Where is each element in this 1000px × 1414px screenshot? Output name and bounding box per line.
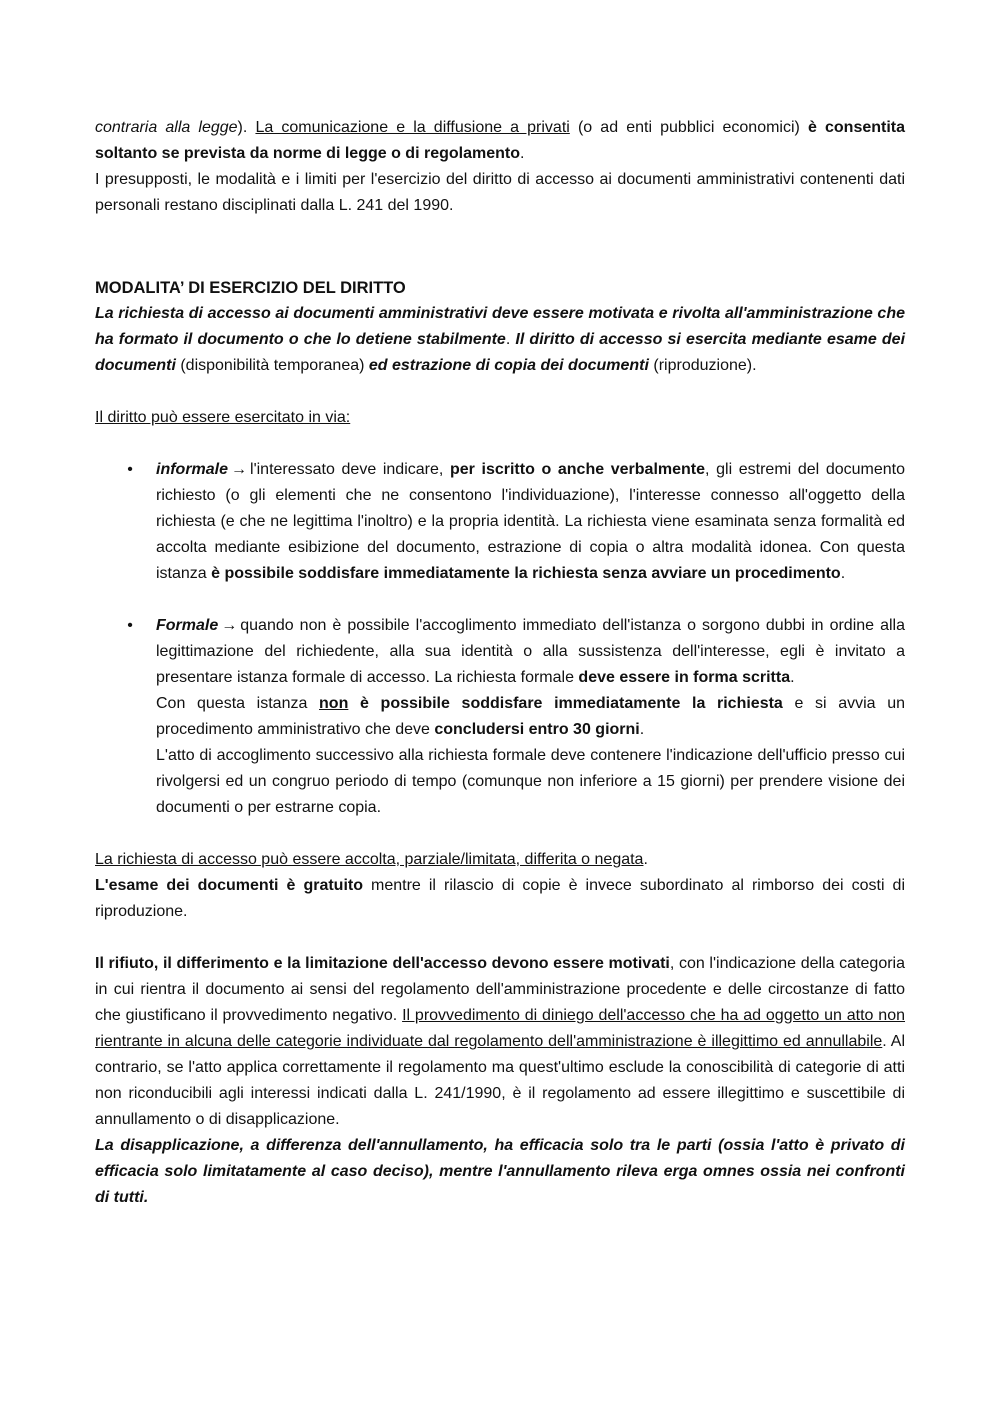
text-bold: è possibile soddisfare immediatamente la richiesta [348,695,783,712]
arrow-right-icon: → [221,617,238,634]
text-segment: . Al contrario, se l'atto applica correttamente il regolamento ma quest'ultimo esclude la conoscibilità di categorie di atti non riconducibili agli interessi indicati dalla L. 241/1990, è il regolamento ad essere illegittimo e suscettibile di annullamento o di disapplicazione. [95,1033,906,1128]
label-informale: informale [156,461,229,478]
text-segment: Con questa istanza [156,695,320,712]
text-segment: (riproduzione). [648,357,757,374]
document-page [95,115,905,1211]
text-rifiuto-bold: Il rifiuto, il differimento e la limitazione dell'accesso devono essere motivati [95,955,670,972]
text-segment: , gli estremi del documento richiesto (o gli elementi che ne consentono l'individuazione), l'interesse connesso all'oggetto della richiesta (e che ne legittima l'inoltro) e la propria identità. La richiesta viene esaminata senza formalità ed accolta mediante esibizione del documento, estrazione di copia o altra modalità idonea. Con questa istanza [156,461,905,582]
text-segment: e si avvia un procedimento amministrativo che deve [156,695,906,738]
text-segment: (disponibilità temporanea) [175,357,369,374]
text-segment: , con l'indicazione della categoria in cui rientra il documento ai sensi del regolamento dell'amministrazione procedente e delle circostanze di fatto che giustificano il provvedimento negativo. [95,955,905,1024]
paragraph-via [95,405,905,431]
text-esito-underlined: La richiesta di accesso può essere accolta, parziale/limitata, differita o negata [95,851,644,868]
formale-line-3: L'atto di accoglimento successivo alla richiesta formale deve contenere l'indicazione dell'ufficio presso cui rivolgersi ed un congruo periodo di tempo (comunque non inferiore a 15 giorni) per prendere visione dei documenti o per estrarne copia. [156,747,905,816]
text-segment: . [639,721,645,738]
text-consentita-bold: è consentita soltanto se prevista da norme di legge o di regolamento [95,119,906,162]
formale-line-2 [156,691,905,743]
text-segment: . [505,331,516,348]
text-via-underlined: Il diritto può essere esercitato in via: [95,409,351,426]
paragraph-disapplicazione: La disapplicazione, a differenza dell'annullamento, ha efficacia solo tra le parti (ossia l'atto è privato di efficacia solo limitatamente al caso deciso), mentre l'annullamento rileva erga omnes ossia nei confronti di tutti. [95,1137,905,1206]
text-esame-bold-italic: Il diritto di accesso si esercita mediante esame dei documenti [95,331,906,374]
modes-list [95,457,905,821]
arrow-right-icon: → [231,461,248,478]
section-heading: MODALITA’ DI ESERCIZIO DEL DIRITTO [95,279,406,297]
paragraph-esito [95,847,905,873]
paragraph-presupposti: I presupposti, le modalità e i limiti per l'esercizio del diritto di accesso ai documenti amministrativi contenenti dati personali restano disciplinati dalla L. 241 del 1990. [95,171,905,214]
list-item-informale [95,457,905,587]
text-bold: è possibile soddisfare immediatamente la richiesta senza avviare un procedimento [211,565,841,582]
text-diniego-underlined: Il provvedimento di diniego dell'accesso che ha ad oggetto un atto non rientrante in alcuna delle categorie individuate dal regolamento dell'amministrazione è illegittimo ed annullabile [95,1007,906,1050]
text-segment: quando non è possibile l'accoglimento immediato dell'istanza o sorgono dubbi in ordine alla legittimazione del richiedente, alla sua identità o alla sussistenza dell'interesse, egli è invitato a presentare istanza formale di accesso. La richiesta formale [156,617,905,686]
formale-line-1 [156,613,905,691]
text-segment: (o ad enti pubblici economici) [569,119,808,136]
text-segment: mentre il rilascio di copie è invece subordinato al rimborso dei costi di riproduzione. [95,877,906,920]
paragraph-richiesta [95,301,905,379]
list-item-formale [95,613,905,821]
text-non-bold-underlined: non [319,695,349,712]
text-bold: concludersi entro 30 giorni [434,721,640,738]
paragraph-comunicazione [95,115,905,167]
text-segment: . [519,145,525,162]
bullet-icon: • [127,461,133,478]
text-bold: per iscritto o anche verbalmente [449,461,706,478]
text-segment: . [790,669,795,686]
text-segment: l'interessato deve indicare, [250,461,450,478]
text-segment: . [840,565,846,582]
text-segment: ). [237,119,256,136]
label-formale: Formale [156,617,219,634]
text-contraria: contraria alla legge [95,119,238,136]
paragraph-gratuito [95,873,905,925]
text-gratuito-bold: L'esame dei documenti è gratuito [95,877,363,894]
paragraph-rifiuto [95,951,905,1133]
text-richiesta-bold-italic: La richiesta di accesso ai documenti amministrativi deve essere motivata e rivolta all'amministrazione che ha formato il documento o che lo detiene stabilmente [95,305,905,348]
text-segment: . [643,851,648,868]
text-bold: deve essere in forma scritta [578,669,791,686]
text-estrazione-bold-italic: ed estrazione di copia dei documenti [368,357,649,374]
text-comunicazione-underlined: La comunicazione e la diffusione a privati [255,119,570,136]
bullet-icon: • [127,617,133,634]
